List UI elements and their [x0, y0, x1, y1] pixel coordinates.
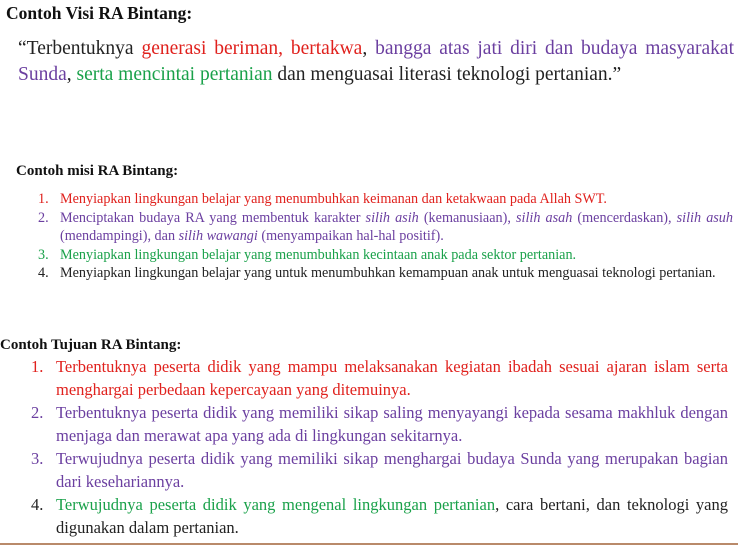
tujuan-item: [31, 356, 728, 401]
tujuan-item-text: Terwujudnya peserta didik yang memiliki sikap menghargai budaya Sunda yang merupakan bagian dari kesehariannya.: [56, 449, 728, 491]
visi-part-beriman: generasi beriman, bertakwa: [141, 38, 363, 59]
visi-part-pertanian: serta mencintai pertanian: [76, 64, 273, 85]
misi-text-part: (kemanusiaan),: [418, 209, 516, 226]
visi-and: dan: [272, 64, 311, 85]
tujuan-item-number: 2.: [31, 403, 44, 422]
visi-comma: ,: [362, 38, 376, 59]
tujuan-item-number: 3.: [31, 449, 44, 468]
tujuan-text-rest: , cara bertani, dan teknologi yang digunakan dalam pertanian.: [56, 495, 729, 537]
term-silih-wawangi: silih wawangi: [178, 228, 258, 245]
tujuan-item: [31, 402, 728, 447]
bottom-divider: [0, 543, 738, 545]
tujuan-item: [31, 448, 728, 493]
visi-comma: ,: [66, 64, 77, 85]
visi-heading: Contoh Visi RA Bintang:: [6, 3, 193, 23]
visi-open: “Terbentuknya: [18, 38, 142, 59]
tujuan-item-text: Terbentuknya peserta didik yang memiliki sikap saling menyayangi kepada sesama makhluk dengan menjaga dan merawat apa yang ada di lingkungan sekitarnya.: [56, 403, 728, 445]
visi-part-teknologi: menguasai literasi teknologi pertanian.”: [310, 64, 622, 85]
tujuan-heading: Contoh Tujuan RA Bintang:: [0, 337, 182, 353]
misi-item-text: [60, 209, 733, 246]
misi-text-part: Menciptakan budaya RA yang membentuk karakter: [60, 209, 366, 226]
misi-item-text: Menyiapkan lingkungan belajar yang untuk menumbuhkan kemampuan anak untuk menguasai teknologi pertanian.: [60, 265, 716, 282]
misi-item-number: 2.: [38, 209, 49, 226]
misi-item: [38, 246, 733, 265]
term-silih-asih: silih asih: [365, 209, 419, 226]
misi-text-part: (mencerdaskan),: [572, 209, 677, 226]
misi-text-part: (mendampingi), dan: [60, 228, 179, 245]
tujuan-text-green: Terwujudnya peserta didik yang mengenal lingkungan pertanian: [56, 495, 496, 514]
visi-statement: [18, 36, 734, 88]
term-silih-asah: silih asah: [515, 209, 573, 226]
misi-heading: Contoh misi RA Bintang:: [16, 163, 179, 179]
tujuan-item-number: 4.: [31, 495, 44, 514]
misi-item-number: 3.: [38, 246, 49, 263]
tujuan-item-number: 1.: [31, 357, 44, 376]
misi-item: [38, 190, 733, 209]
tujuan-item-text: Terbentuknya peserta didik yang mampu melaksanakan kegiatan ibadah sesuai ajaran islam serta menghargai perbedaan kepercayaan yang ditemuinya.: [56, 357, 728, 399]
visi-part-budaya: bangga atas jati diri dan budaya masyarakat Sunda: [18, 38, 735, 85]
misi-text-part: (menyampaikan hal-hal positif).: [257, 228, 444, 245]
misi-item-number: 1.: [38, 191, 49, 207]
tujuan-list: [31, 356, 728, 539]
misi-item-text: Menyiapkan lingkungan belajar yang menumbuhkan keimanan dan ketakwaan pada Allah SWT.: [60, 191, 607, 207]
misi-item-text: Menyiapkan lingkungan belajar yang menumbuhkan kecintaan anak pada sektor pertanian.: [60, 246, 577, 263]
tujuan-item: [31, 494, 728, 539]
misi-item-number: 4.: [38, 265, 49, 282]
tujuan-item-text: [56, 494, 728, 539]
misi-item: [38, 209, 733, 246]
term-silih-asuh: silih asuh: [676, 209, 733, 226]
misi-item: [38, 264, 733, 283]
misi-list: [38, 190, 733, 283]
